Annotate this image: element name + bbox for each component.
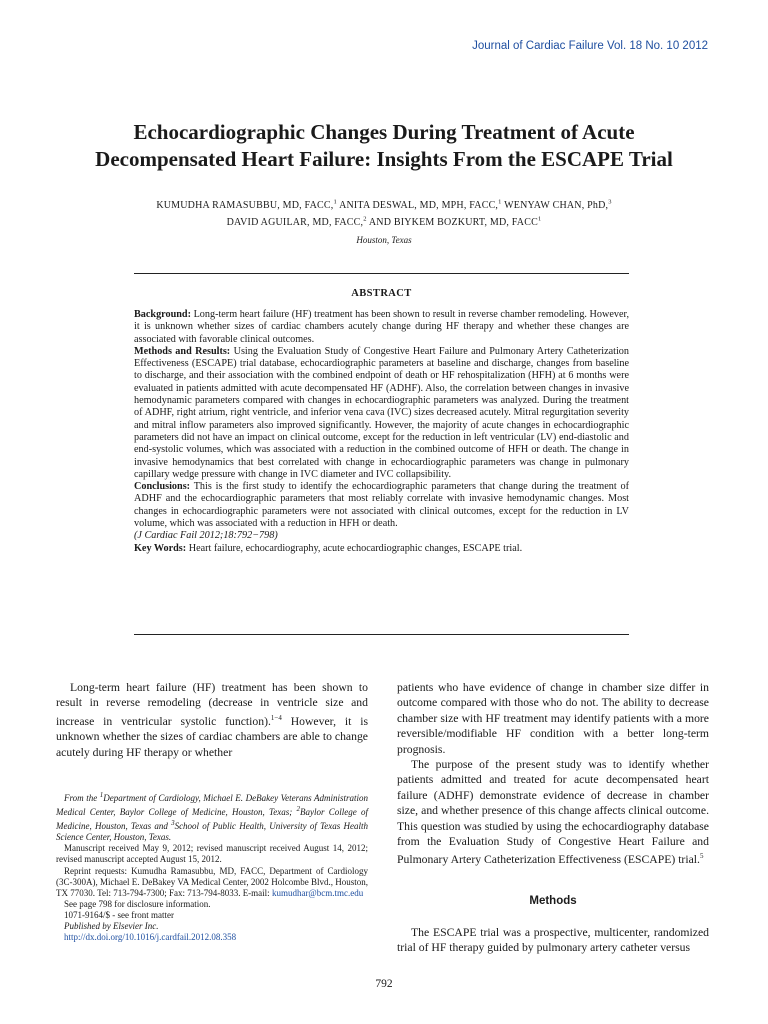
author-list: [80, 196, 688, 229]
right-column-text: [397, 680, 709, 868]
affiliation-note: From the $^1$Department of Cardiology, Michael E. DeBakey Veterans Administration Medical Center, Baylor College of Medicine, Houston, Texas; $^2$Baylor College of Medicine, Houston, Texas and $^3$School of Public Health, University of Texas Health Science Center, Houston, Texas.: [56, 791, 369, 843]
title-line-2: Decompensated Heart Failure: Insights From the ESCAPE Trial: [95, 147, 673, 171]
abstract-background: Background: Long-term heart failure (HF) treatment has been shown to result in reverse chamber remodeling. However, it is unknown whether sizes of cardiac chambers acutely change during HF therapy and whether these changes are associated with favorable clinical outcomes.: [134, 309, 629, 345]
author-5: AND BIYKEM BOZKURT, MD, FACC$^1$: [368, 215, 542, 228]
reference-link[interactable]: 1−4: [270, 713, 282, 722]
author-1: KUMUDHA RAMASUBBU, MD, FACC,$^1$: [156, 199, 337, 212]
manuscript-dates: Manuscript received May 9, 2012; revised manuscript received August 14, 2012; revised manuscript accepted August 15, 2012.: [56, 843, 368, 865]
intro-paragraph: Long-term heart failure (HF) treatment has been shown to result in reverse remodeling (decrease in ventricle size and increase in ventricular systolic function).$^{1-4}$ However, it is unknown whether the sizes of cardiac chambers are able to change acutely during HF therapy or whether: [56, 681, 368, 759]
purpose-paragraph: The purpose of the present study was to identify whether patients admitted and treated for acute decompensated heart failure (ADHF) demonstrate evidence of decrease in chamber size, and whether presence of this change affects clinical outcome. This question was studied by using the echocardiography database from the Evaluation Study of Congestive Heart Failure and Pulmonary Artery Catheterization Effectiveness (ESCAPE) trial.$^5$: [397, 758, 709, 867]
methods-heading: Methods: [529, 895, 577, 907]
article-title: [60, 119, 708, 173]
disclosure-note: See page 798 for disclosure information.: [64, 898, 211, 909]
footnotes: [56, 790, 368, 943]
author-2: ANITA DESWAL, MD, MPH, FACC,$^1$: [339, 199, 502, 212]
doi-link[interactable]: http://dx.doi.org/10.1016/j.cardfail.2012.08.358: [64, 932, 237, 943]
abstract-bottom-rule: [134, 634, 629, 635]
methods-text: [397, 925, 709, 956]
abstract-top-rule: [134, 273, 629, 274]
issn-note: 1071-9164/$ - see front matter: [64, 909, 174, 920]
author-4: DAVID AGUILAR, MD, FACC,$^2$: [226, 215, 367, 228]
continued-paragraph: patients who have evidence of change in chamber size differ in outcome compared with those who do not. The ability to decrease chamber size with HF treatment may identify patients with a more reversible/modifiable HF condition with a better long-term prognosis.: [397, 681, 709, 756]
email-link[interactable]: kumudhar@bcm.tmc.edu: [271, 887, 364, 898]
left-column-text: [56, 680, 368, 760]
author-3: WENYAW CHAN, PhD,$^3$: [504, 199, 612, 212]
author-location: Houston, Texas: [356, 235, 412, 245]
reprint-requests: Reprint requests: Kumudha Ramasubbu, MD, FACC, Department of Cardiology (3C-300A), Michael E. DeBakey VA Medical Center, 2002 Holcombe Blvd., Houston, TX 77030. Tel: 713-794-7300; Fax: 713-794-8033. E-mail: kumudhar@bcm.tmc.edu: [56, 865, 368, 898]
abstract-methods: Methods and Results: Using the Evaluation Study of Congestive Heart Failure and Pulmonary Artery Catheterization Effectiveness (ESCAPE) trial database, echocardiographic parameters at baseline and discharge, changes from baseline to discharge, and their association with the combined endpoint of death or HF rehospitalization (HFH) at 6 months were evaluated in patients admitted with acute decompensated HF (ADHF). Also, the correlation between changes in invasive hemodynamic parameters compared with changes in echocardiographic parameters was analyzed. During the treatment of ADHF, right atrium, right ventricle, and inferior vena cava (IVC) sizes decreased acutely. Mitral regurgitation severity and mitral inflow parameters also improved significantly. However, the majority of acute changes in echocardiographic parameters did not have an impact on clinical outcome, except for the reduction in left ventricular (LV) end-diastolic and end-systolic volumes, which was associated with a reduction in the combined outcome of HFH or death. The change in invasive hemodynamics that best correlated with change in echocardiographic parameters was change in pulmonary capillary wedge pressure with change in IVC diameter and IVC collapsibility.: [134, 345, 629, 480]
abstract-heading: ABSTRACT: [351, 288, 412, 299]
abstract-body: [134, 309, 629, 555]
title-line-1: Echocardiographic Changes During Treatment of Acute: [133, 120, 635, 144]
abstract-citation: (J Cardiac Fail 2012;18:792−798): [134, 530, 278, 542]
methods-paragraph: The ESCAPE trial was a prospective, multicenter, randomized trial of HF therapy guided by pulmonary artery catheter versus: [397, 926, 709, 955]
reference-link[interactable]: 5: [699, 852, 704, 861]
publisher-note: Published by Elsevier Inc.: [64, 921, 159, 932]
abstract-conclusions: Conclusions: This is the first study to identify the echocardiographic parameters that change during the treatment of ADHF and the echocardiographic parameters that most reliably correlate with invasive hemodynamic changes. Most changes in echocardiographic parameters were not associated with clinical outcomes, except for the reduction in LV volume, which was associated with a reduction in HFH or death.: [134, 481, 629, 530]
journal-header: Journal of Cardiac Failure Vol. 18 No. 10 2012: [472, 40, 708, 52]
abstract-keywords: Key Words: Heart failure, echocardiography, acute echocardiographic changes, ESCAPE trial.: [134, 542, 523, 554]
page-number: 792: [375, 978, 393, 990]
